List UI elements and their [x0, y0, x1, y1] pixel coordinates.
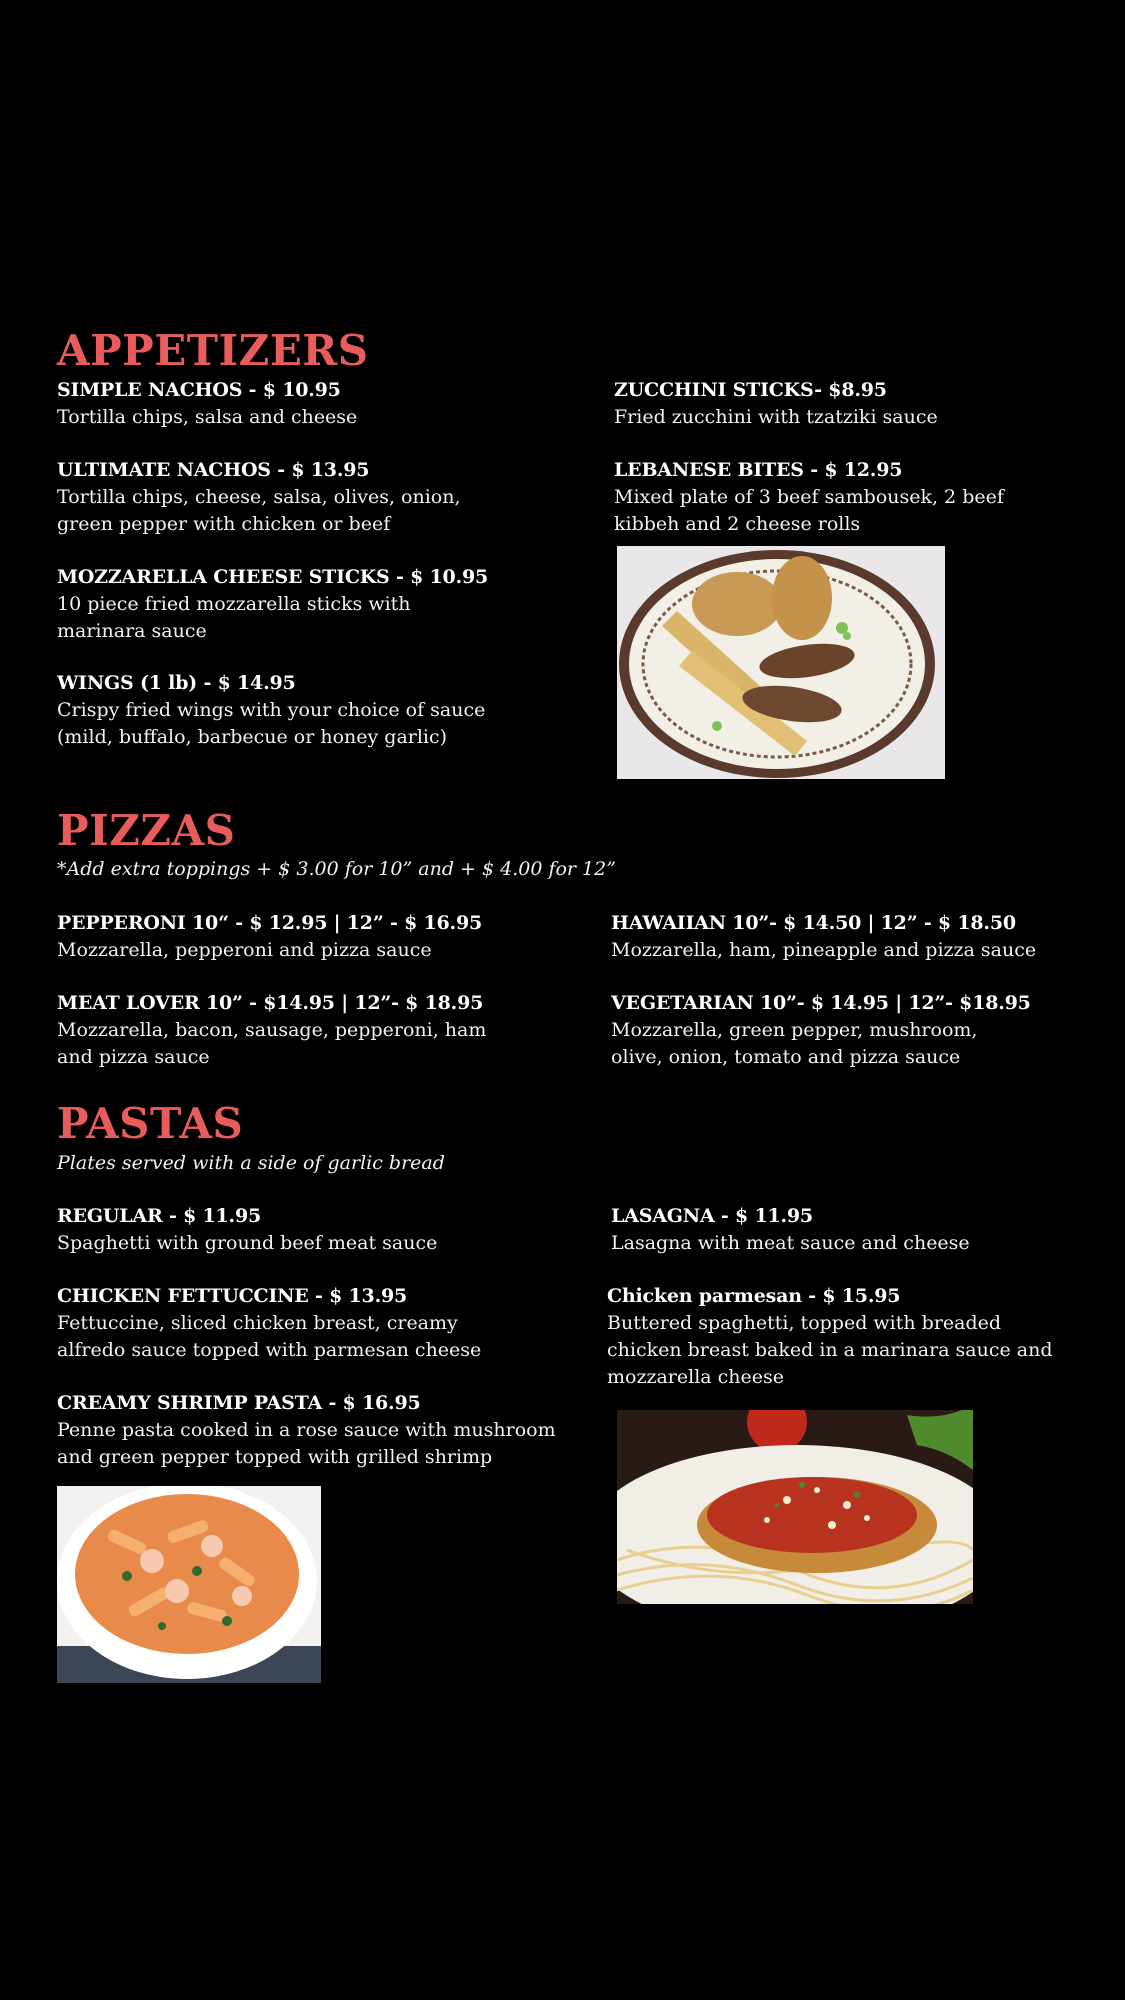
lebanese-bites-photo [617, 546, 945, 779]
item-name: VEGETARIAN 10”- $ 14.95 | 12”- $18.95 [611, 992, 1031, 1014]
pizzas-heading: PIZZAS [57, 806, 236, 855]
item-name: WINGS (1 lb) - $ 14.95 [57, 672, 296, 694]
item-description: Mozzarella, bacon, sausage, pepperoni, ham and pizza sauce [57, 1019, 487, 1068]
menu-item [57, 670, 507, 751]
item-description: Mozzarella, ham, pineapple and pizza sauce [611, 939, 1037, 961]
menu-item [614, 457, 1034, 538]
item-name: CHICKEN FETTUCCINE - $ 13.95 [57, 1285, 408, 1307]
menu-item [611, 1203, 1125, 1257]
menu-item [611, 910, 1125, 964]
shrimp-pasta-photo [57, 1486, 321, 1683]
pastas-note: Plates served with a side of garlic bread [57, 1152, 445, 1174]
menu-item [611, 990, 1031, 1071]
item-description: Crispy fried wings with your choice of sauce (mild, buffalo, barbecue or honey garlic) [57, 699, 486, 748]
pastas-heading: PASTAS [57, 1099, 244, 1148]
item-name: MEAT LOVER 10” - $14.95 | 12”- $ 18.95 [57, 992, 484, 1014]
item-name: Chicken parmesan - $ 15.95 [607, 1285, 901, 1307]
item-description: Spaghetti with ground beef meat sauce [57, 1232, 438, 1254]
appetizers-heading: APPETIZERS [57, 326, 369, 375]
menu-item [57, 990, 507, 1071]
menu-item [57, 1390, 577, 1471]
item-name: ZUCCHINI STICKS- $8.95 [614, 379, 887, 401]
item-name: REGULAR - $ 11.95 [57, 1205, 262, 1227]
item-description: Fried zucchini with tzatziki sauce [614, 406, 938, 428]
item-name: LASAGNA - $ 11.95 [611, 1205, 813, 1227]
menu-item [57, 564, 489, 645]
item-description: Mixed plate of 3 beef sambousek, 2 beef kibbeh and 2 cheese rolls [614, 486, 1004, 535]
menu-item [57, 910, 577, 964]
menu-item [607, 1283, 1077, 1391]
menu-item [57, 1283, 507, 1364]
item-description: Tortilla chips, cheese, salsa, olives, onion, green pepper with chicken or beef [57, 486, 461, 535]
item-name: HAWAIIAN 10”- $ 14.50 | 12” - $ 18.50 [611, 912, 1016, 934]
item-name: SIMPLE NACHOS - $ 10.95 [57, 379, 341, 401]
item-name: LEBANESE BITES - $ 12.95 [614, 459, 903, 481]
item-description: Mozzarella, pepperoni and pizza sauce [57, 939, 432, 961]
item-description: Fettuccine, sliced chicken breast, creamy alfredo sauce topped with parmesan cheese [57, 1312, 482, 1361]
item-description: Buttered spaghetti, topped with breaded chicken breast baked in a marinara sauce and mozzarella cheese [607, 1312, 1053, 1388]
item-description: Mozzarella, green pepper, mushroom, olive, onion, tomato and pizza sauce [611, 1019, 978, 1068]
item-name: PEPPERONI 10“ - $ 12.95 | 12” - $ 16.95 [57, 912, 483, 934]
menu-item [57, 1203, 577, 1257]
pizzas-note: *Add extra toppings + $ 3.00 for 10” and + $ 4.00 for 12” [57, 858, 616, 880]
item-name: CREAMY SHRIMP PASTA - $ 16.95 [57, 1392, 421, 1414]
item-description: Lasagna with meat sauce and cheese [611, 1232, 970, 1254]
item-description: 10 piece fried mozzarella sticks with marinara sauce [57, 593, 411, 642]
item-description: Penne pasta cooked in a rose sauce with mushroom and green pepper topped with grilled shrimp [57, 1419, 556, 1468]
item-description: Tortilla chips, salsa and cheese [57, 406, 358, 428]
item-name: ULTIMATE NACHOS - $ 13.95 [57, 459, 370, 481]
menu-item [57, 377, 577, 431]
item-name: MOZZARELLA CHEESE STICKS - $ 10.95 [57, 566, 489, 588]
menu-item [57, 457, 467, 538]
chicken-parmesan-photo [617, 1410, 973, 1604]
menu-item [614, 377, 1125, 431]
